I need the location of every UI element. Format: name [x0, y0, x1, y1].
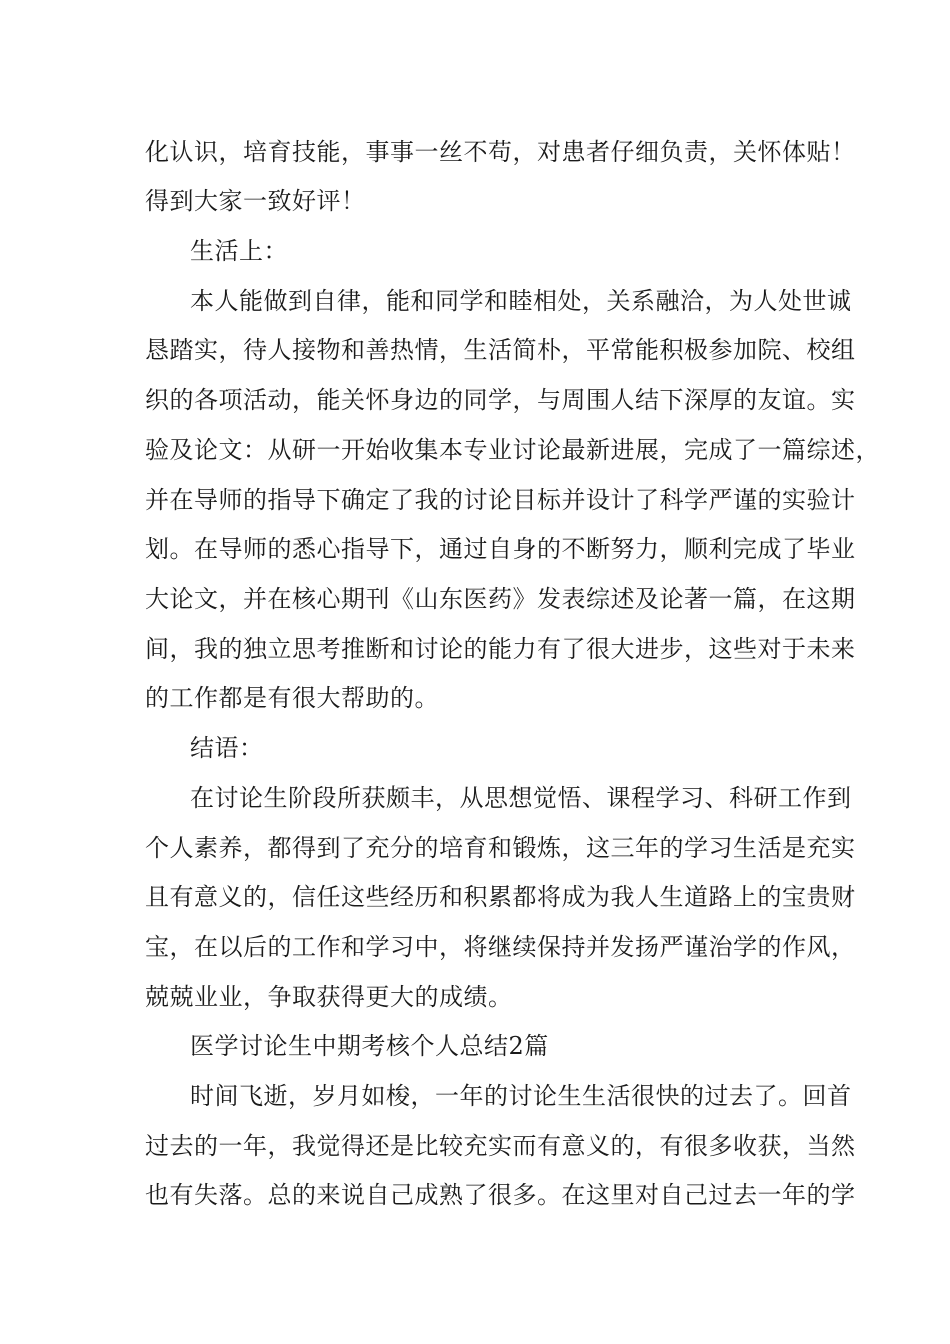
text-line: 兢兢业业，争取获得更大的成绩。 [145, 983, 513, 1011]
text-line: 间，我的独立思考推断和讨论的能力有了很大进步，这些对于未来 [145, 635, 856, 663]
text-line: 本人能做到自律，能和同学和睦相处，关系融洽，为人处世诚 [190, 287, 852, 315]
text-line: 宝，在以后的工作和学习中，将继续保持并发扬严谨治学的作风， [145, 933, 856, 961]
text-line: 恳踏实，待人接物和善热情，生活简朴，平常能积极参加院、校组 [145, 336, 856, 364]
text-line: 也有失落。总的来说自己成熟了很多。在这里对自己过去一年的学 [145, 1181, 856, 1209]
text-line: 并在导师的指导下确定了我的讨论目标并设计了科学严谨的实验计 [145, 486, 856, 514]
section-heading-life: 生活上： [190, 237, 288, 265]
text-line: 时间飞逝，岁月如梭，一年的讨论生生活很快的过去了。回首 [190, 1082, 852, 1110]
text-line: 大论文，并在核心期刊《山东医药》发表综述及论著一篇，在这期 [145, 585, 856, 613]
text-line: 且有意义的，信任这些经历和积累都将成为我人生道路上的宝贵财 [145, 883, 856, 911]
text-line: 化认识，培育技能，事事一丝不苟，对患者仔细负责，关怀体贴！ [145, 138, 856, 166]
text-line: 的工作都是有很大帮助的。 [145, 684, 439, 712]
section-heading-conclusion: 结语： [190, 734, 264, 762]
text-line: 个人素养，都得到了充分的培育和锻炼，这三年的学习生活是充实 [145, 834, 856, 862]
text-line: 织的各项活动，能关怀身边的同学，与周围人结下深厚的友谊。实 [145, 386, 856, 414]
text-line: 验及论文：从研一开始收集本专业讨论最新进展，完成了一篇综述， [145, 436, 880, 464]
document-subtitle: 医学讨论生中期考核个人总结2篇 [190, 1032, 549, 1060]
text-line: 得到大家一致好评！ [145, 187, 366, 215]
text-line: 划。在导师的悉心指导下，通过自身的不断努力，顺利完成了毕业 [145, 535, 856, 563]
text-line: 在讨论生阶段所获颇丰，从思想觉悟、课程学习、科研工作到 [190, 784, 852, 812]
text-line: 过去的一年，我觉得还是比较充实而有意义的，有很多收获，当然 [145, 1132, 856, 1160]
